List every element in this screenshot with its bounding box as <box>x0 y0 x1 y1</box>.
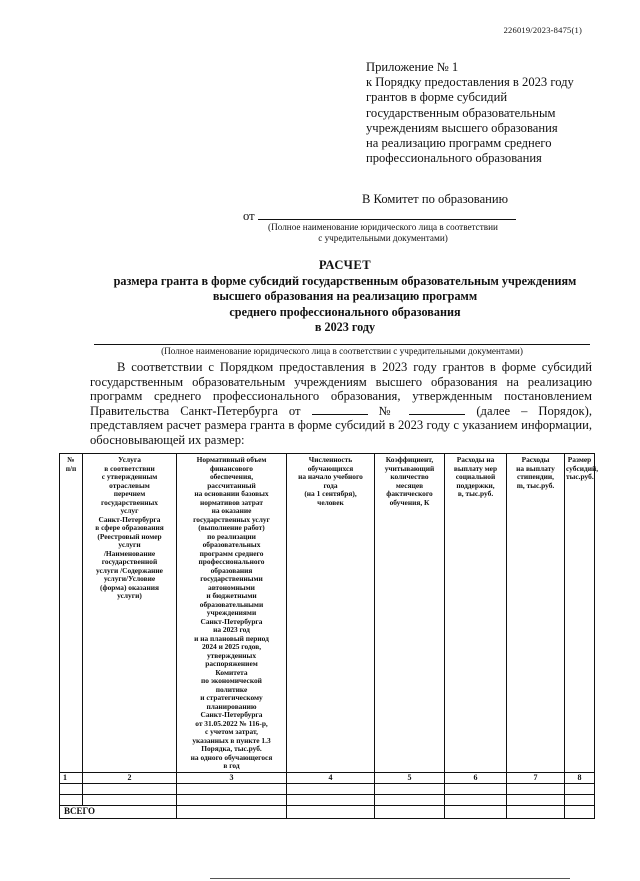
heading-line: среднего профессионального образования <box>229 304 461 319</box>
paragraph-text: (далее – Порядок), представляем расчет размера гранта в форме субсидий в 2023 году с указанием информации, обосновывающей их размер: <box>90 403 592 447</box>
col-header-social-support: Расходы на выплату мер социальной поддержки, в, тыс.руб. <box>445 454 507 773</box>
from-prefix: от <box>243 209 255 223</box>
from-caption-line: (Полное наименование юридического лица в соответствии <box>268 222 498 232</box>
table-cell[interactable] <box>445 783 507 794</box>
appendix-line: профессионального образования <box>366 151 542 166</box>
table-cell[interactable] <box>287 794 375 805</box>
appendix-header <box>366 60 616 166</box>
addressee: В Комитет по образованию <box>362 192 509 206</box>
calculation-table <box>59 453 599 819</box>
fullname-caption: (Полное наименование юридического лица в соответствии с учредительными документами) <box>161 346 523 356</box>
page-bottom-rule <box>210 878 570 879</box>
table-cell[interactable] <box>375 783 445 794</box>
heading-line: размера гранта в форме субсидий государственным образовательным учреждениям <box>113 273 577 288</box>
from-blank[interactable] <box>258 208 516 220</box>
appendix-line: к Порядку предоставления в 2023 году <box>366 75 574 90</box>
table-cell[interactable] <box>177 783 287 794</box>
from-caption-line: с учредительными документами) <box>318 233 448 243</box>
table-cell[interactable] <box>375 805 445 818</box>
table-cell[interactable] <box>565 805 595 818</box>
table-row <box>60 783 595 794</box>
col-number: 4 <box>287 772 375 783</box>
col-number: 2 <box>83 772 177 783</box>
table-cell[interactable] <box>60 794 83 805</box>
table-cell[interactable] <box>565 783 595 794</box>
total-label: ВСЕГО <box>60 805 177 818</box>
intro-paragraph <box>90 360 592 448</box>
document-heading <box>60 258 630 336</box>
appendix-line: на реализацию программ среднего <box>366 136 552 151</box>
table-cell[interactable] <box>375 794 445 805</box>
table-cell[interactable] <box>565 794 595 805</box>
fullname-blank[interactable] <box>94 344 590 345</box>
table-cell[interactable] <box>83 783 177 794</box>
table-cell[interactable] <box>60 783 83 794</box>
col-header-students: Численность обучающихся на начало учебного года (на 1 сентября), человек <box>287 454 375 773</box>
col-header-service: Услуга в соответствии с утвержденным отраслевым перечнем государственных услуг Санкт-Петербурга в сфере образования (Реестровый номер услуги /Наименование государственной услуги /Содержание услуги/Условие (форма) оказания услуги) <box>83 454 177 773</box>
col-number: 8 <box>565 772 595 783</box>
paragraph-text: В соответствии с Порядком предоставления в 2023 году грантов в форме субсидий государственным образовательным учреждениям высшего образования на реализацию программ среднего профессионального образования, утвержденным постановлением Правительства Санкт-Петербурга от <box>90 360 592 418</box>
appendix-line: Приложение № 1 <box>366 60 459 74</box>
document-id: 226019/2023-8475(1) <box>503 25 582 35</box>
date-blank[interactable] <box>312 404 368 415</box>
heading-line: в 2023 году <box>314 320 376 335</box>
appendix-line: государственным образовательным <box>366 105 556 120</box>
table-cell[interactable] <box>177 794 287 805</box>
table-cell[interactable] <box>83 794 177 805</box>
col-number: 3 <box>177 772 287 783</box>
col-header-coefficient: Коэффициент, учитывающий количество месяцев фактического обучения, К <box>375 454 445 773</box>
col-number: 1 <box>60 772 83 783</box>
table-row <box>60 794 595 805</box>
col-header-number: № п/п <box>60 454 83 773</box>
total-row <box>60 805 595 818</box>
col-number: 7 <box>507 772 565 783</box>
paragraph-number-sign: № <box>378 403 399 418</box>
appendix-line: грантов в форме субсидий <box>366 90 508 105</box>
table-cell[interactable] <box>507 794 565 805</box>
appendix-line: учреждениям высшего образования <box>366 120 558 135</box>
col-header-normative: Нормативный объем финансового обеспечения, рассчитанный на основании базовых нормативов затрат на оказание государственных услуг (выполнение работ) по реализации образовательных программ среднего профессионального образования государственными автономными и бюджетными образовательными учреждениями Санкт-Петербурга на 2023 год и на плановый период 2024 и 2025 годов, утвержденных распоряжением Комитета по экономической политике и стратегическому планированию Санкт-Петербурга от 31.05.2022 № 116-р, с учетом затрат, указанных в пункте 1.3 Порядка, тыс.руб. на одного обучающегося в год <box>177 454 287 773</box>
table-cell[interactable] <box>287 805 375 818</box>
col-number: 5 <box>375 772 445 783</box>
heading-title: РАСЧЕТ <box>318 258 372 272</box>
from-caption <box>238 222 528 244</box>
table-cell[interactable] <box>507 805 565 818</box>
table-cell[interactable] <box>445 794 507 805</box>
heading-line: высшего образования на реализацию программ <box>212 289 478 304</box>
col-header-stipend: Расходы на выплату стипендии, m, тыс.руб. <box>507 454 565 773</box>
col-header-subsidy: Размер субсидий, тыс.руб. <box>565 454 595 773</box>
number-blank[interactable] <box>409 404 465 415</box>
col-number: 6 <box>445 772 507 783</box>
table-cell[interactable] <box>445 805 507 818</box>
table-cell[interactable] <box>177 805 287 818</box>
table-cell[interactable] <box>287 783 375 794</box>
table-cell[interactable] <box>507 783 565 794</box>
